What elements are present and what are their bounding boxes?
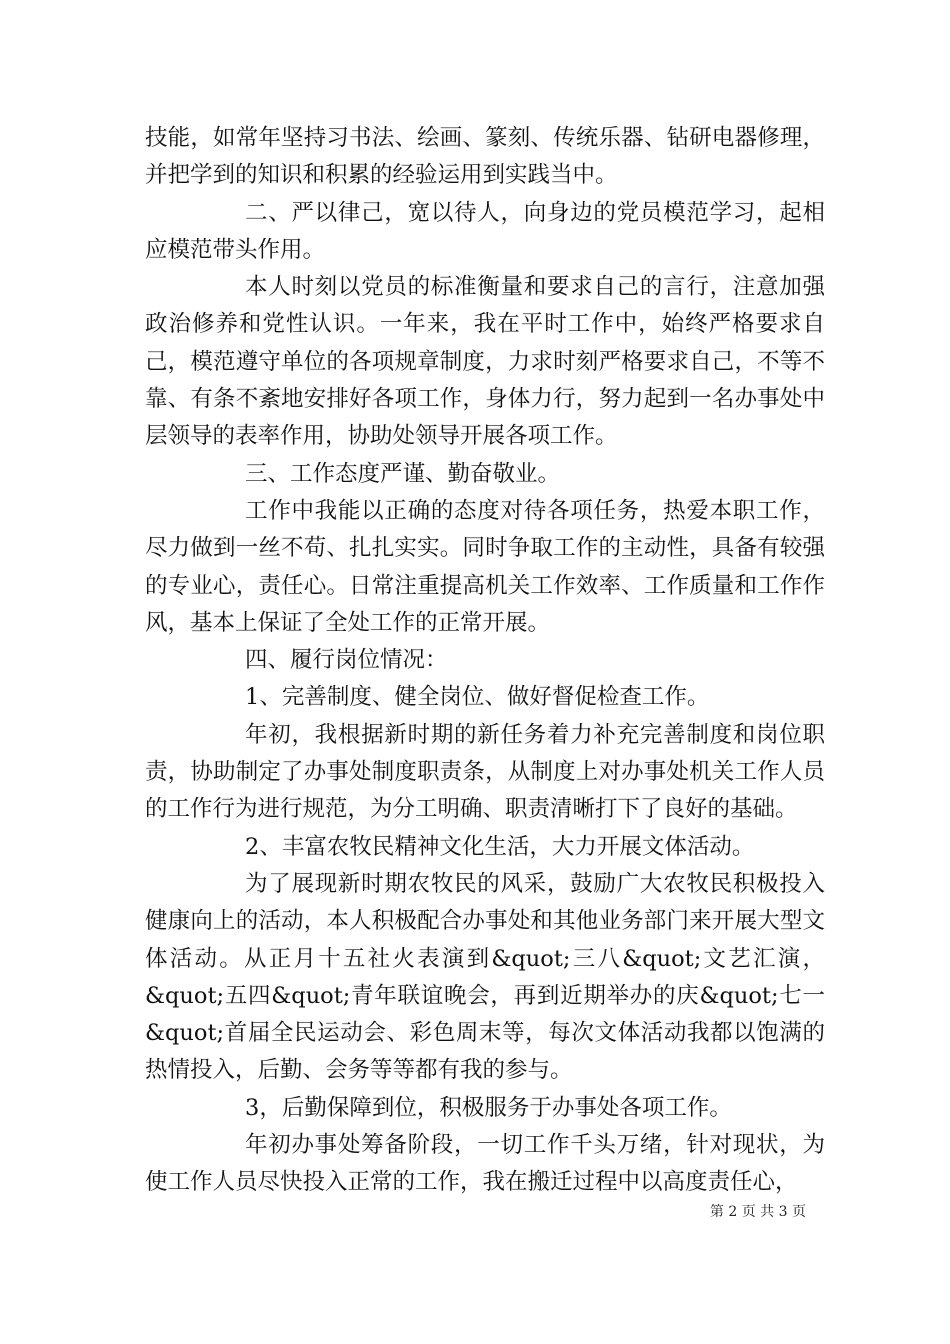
paragraph-10: 为了展现新时期农牧民的风采，鼓励广大农牧民积极投入健康向上的活动，本人积极配合办事处和其他业务部门来开展大型文体活动。从正月十五社火表演到&quot;三八&quot;文艺汇演，&quot;五四&quot;青年联谊晚会，再到近期举办的庆&quot;七一&quot;首届全民运动会、彩色周末等，每次文体活动我都以饱满的热情投入，后勤、会务等等都有我的参与。: [145, 870, 825, 1084]
section-heading-3: 三、工作态度严谨、勤奋敬业。: [245, 460, 561, 487]
section-heading-2: 二、严以律己，宽以待人，向身边的党员模范学习，起相应模范带头作用。: [145, 199, 825, 263]
paragraph-8: 年初，我根据新时期的新任务着力补充完善制度和岗位职责，协助制定了办事处制度职责条，从制度上对办事处机关工作人员的工作行为进行规范，为分工明确、职责清晰打下了良好的基础。: [145, 721, 825, 823]
paragraph-1: 技能，如常年坚持习书法、绘画、篆刻、传统乐器、钻研电器修理，并把学到的知识和积累的经验运用到实践当中。: [145, 125, 825, 189]
paragraph-12: 年初办事处筹备阶段，一切工作千头万绪，针对现状，为使工作人员尽快投入正常的工作，我在搬迁过程中以高度责任心，: [145, 1132, 825, 1196]
page-number-footer: 第 2 页 共 3 页: [709, 1204, 806, 1220]
subheading-3: 3，后勤保障到位，积极服务于办事处各项工作。: [245, 1094, 732, 1121]
paragraph-3: 本人时刻以党员的标准衡量和要求自己的言行，注意加强政治修养和党性认识。一年来，我在平时工作中，始终严格要求自己，模范遵守单位的各项规章制度，力求时刻严格要求自己，不等不靠、有条不紊地安排好各项工作，身体力行，努力起到一名办事处中层领导的表率作用，协助处领导开展各项工作。: [145, 274, 825, 450]
subheading-1: 1、完善制度、健全岗位、做好督促检查工作。: [245, 684, 710, 711]
document-body: [145, 120, 825, 1202]
section-heading-4: 四、履行岗位情况：: [245, 647, 448, 674]
paragraph-5: 工作中我能以正确的态度对待各项任务，热爱本职工作，尽力做到一丝不苟、扎扎实实。同时争取工作的主动性，具备有较强的专业心，责任心。日常注重提高机关工作效率、工作质量和工作作风，基本上保证了全处工作的正常开展。: [145, 497, 825, 636]
subheading-2: 2、丰富农牧民精神文化生活，大力开展文体活动。: [245, 833, 755, 860]
